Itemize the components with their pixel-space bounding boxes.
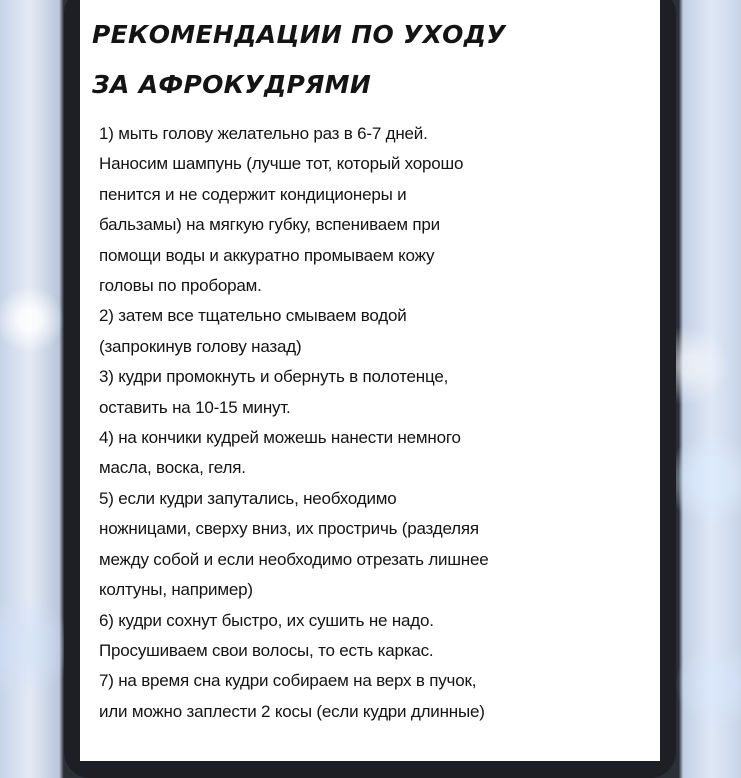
text-line: 4) на кончики кудрей можешь нанести немного bbox=[99, 428, 461, 448]
document-body bbox=[99, 119, 659, 727]
text-line: 2) затем все тщательно смываем водой bbox=[99, 306, 407, 326]
text-line: Просушиваем свои волосы, то есть каркас. bbox=[99, 640, 434, 660]
text-line: Наносим шампунь (лучше тот, который хорошо bbox=[99, 154, 464, 174]
text-line: 6) кудри сохнут быстро, их сушить не надо. bbox=[99, 610, 434, 630]
title-line-1: РЕКОМЕНДАЦИИ ПО УХОДУ bbox=[92, 20, 506, 49]
document-card bbox=[80, 0, 660, 761]
text-line: бальзамы) на мягкую губку, вспениваем при bbox=[99, 215, 440, 235]
text-line: помощи воды и аккуратно промываем кожу bbox=[99, 245, 435, 265]
text-line: 5) если кудри запутались, необходимо bbox=[99, 488, 397, 508]
text-line: 7) на время сна кудри собираем на верх в пучок, bbox=[99, 671, 477, 691]
title-line-2: ЗА АФРОКУДРЯМИ bbox=[92, 70, 372, 99]
text-line: между собой и если необходимо отрезать лишнее bbox=[99, 549, 489, 569]
text-line: или можно заплести 2 косы (если кудри длинные) bbox=[99, 701, 485, 721]
text-line: (запрокинув голову назад) bbox=[99, 336, 302, 356]
text-line: колтуны, например) bbox=[99, 580, 253, 600]
text-line: ножницами, сверху вниз, их простричь (разделяя bbox=[99, 519, 479, 539]
text-line: пенится и не содержит кондиционеры и bbox=[99, 184, 407, 204]
text-line: головы по проборам. bbox=[99, 276, 262, 296]
document-title bbox=[92, 10, 506, 110]
text-line: оставить на 10-15 минут. bbox=[99, 397, 291, 417]
text-line: масла, воска, геля. bbox=[99, 458, 246, 478]
text-line: 3) кудри промокнуть и обернуть в полотенце, bbox=[99, 367, 449, 387]
text-line: 1) мыть голову желательно раз в 6-7 дней. bbox=[99, 124, 428, 143]
